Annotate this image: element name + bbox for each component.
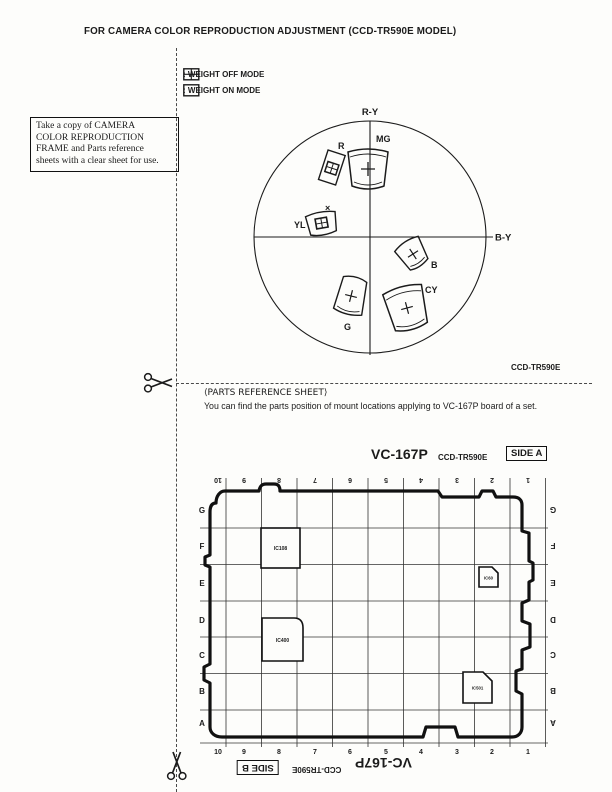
col-label-bottom: 5	[384, 749, 388, 756]
row-label-right: G	[549, 505, 557, 514]
ic60-label: IC60	[483, 575, 494, 581]
col-label-bottom: 3	[455, 749, 459, 756]
board-grid-diagram	[185, 470, 565, 770]
weight-off-label: : WEIGHT OFF MODE	[183, 70, 265, 79]
side-b-badge: SIDE B	[237, 760, 279, 775]
scope-model-label: CCD-TR590E	[511, 363, 561, 372]
ic-components	[261, 528, 498, 703]
scissors-icon	[143, 371, 175, 395]
board-model-label: CCD-TR590E	[438, 453, 488, 462]
ic400-label: IC400	[275, 638, 290, 644]
col-label-top: 6	[348, 476, 352, 483]
target-label-b: B	[431, 260, 438, 270]
target-g	[333, 274, 370, 318]
note-line: COLOR REPRODUCTION	[36, 132, 144, 143]
bottom-board-label: VC-167P	[355, 755, 412, 771]
col-label-bottom: 6	[348, 749, 352, 756]
row-label-right: D	[550, 615, 556, 624]
side-a-badge: SIDE A	[506, 446, 547, 461]
instruction-note-box	[30, 117, 179, 172]
row-label-left: G	[198, 506, 206, 515]
weight-off-icon	[183, 68, 200, 81]
row-label-left: D	[199, 616, 205, 625]
row-label-left: B	[199, 687, 205, 696]
target-r	[318, 150, 345, 185]
note-line: sheets with a clear sheet for use.	[36, 155, 159, 166]
target-label-g: G	[344, 322, 352, 332]
vectorscope-diagram	[230, 103, 520, 369]
col-label-bottom: 8	[277, 749, 281, 756]
note-line: FRAME and Parts reference	[36, 144, 144, 155]
row-label-left: F	[199, 542, 205, 551]
col-label-top: 1	[526, 476, 530, 483]
target-label-mg: MG	[376, 134, 391, 144]
vectorscope-axes	[254, 121, 493, 355]
row-label-right: C	[550, 650, 556, 659]
col-label-top: 8	[277, 476, 281, 483]
weight-on-icon	[183, 84, 200, 97]
axis-label-by: B-Y	[495, 232, 512, 244]
col-label-bottom: 7	[313, 749, 317, 756]
legend-weight-on	[183, 86, 260, 95]
row-label-left: E	[199, 579, 205, 588]
bottom-model-label: CCD-TR590E	[292, 765, 342, 774]
grid-row-labels-right	[550, 505, 556, 727]
parts-sheet-heading: ⟨PARTS REFERENCE SHEET⟩	[204, 388, 328, 398]
grid-row-labels-left	[199, 506, 205, 728]
ic501-label: IC501	[471, 685, 484, 691]
horizontal-cut-line	[176, 383, 592, 384]
row-label-right: A	[550, 718, 556, 727]
row-label-right: B	[550, 686, 556, 695]
axis-label-ry: R-Y	[361, 107, 379, 118]
col-label-top: 10	[214, 476, 222, 483]
scissors-icon	[165, 749, 189, 781]
col-label-bottom: 9	[242, 749, 246, 756]
col-label-top: 5	[384, 476, 388, 483]
col-label-top: 4	[419, 476, 423, 483]
target-yl	[305, 210, 339, 238]
weight-on-label: : WEIGHT ON MODE	[183, 86, 261, 95]
legend-weight-off	[183, 70, 264, 79]
board-name: VC-167P	[371, 446, 428, 462]
grid-lines	[200, 478, 548, 747]
col-label-bottom: 2	[490, 749, 494, 756]
row-label-left: A	[199, 719, 205, 728]
col-label-top: 9	[242, 476, 246, 483]
parts-sheet-description: You can find the parts position of mount locations applying to VC-167P board of a set.	[204, 401, 538, 411]
col-label-top: 7	[313, 476, 317, 483]
page-title: FOR CAMERA COLOR REPRODUCTION ADJUSTMENT (CCD-TR590E MODEL)	[84, 26, 457, 37]
col-label-top: 2	[490, 476, 494, 483]
ic108-label: IC108	[273, 546, 288, 552]
col-label-bottom: 1	[526, 749, 530, 756]
row-label-left: C	[199, 651, 205, 660]
col-label-top: 3	[455, 476, 459, 483]
target-b	[393, 234, 432, 273]
target-label-yl: YL	[294, 220, 306, 230]
x-mark: ×	[325, 203, 331, 213]
target-mg	[348, 149, 388, 189]
col-label-bottom: 4	[419, 749, 423, 756]
target-label-cy: CY	[425, 285, 438, 295]
target-label-r: R	[338, 141, 345, 151]
row-label-right: F	[550, 541, 556, 550]
note-line: Take a copy of CAMERA	[36, 121, 136, 131]
col-label-bottom: 10	[214, 749, 222, 756]
row-label-right: E	[550, 578, 556, 587]
